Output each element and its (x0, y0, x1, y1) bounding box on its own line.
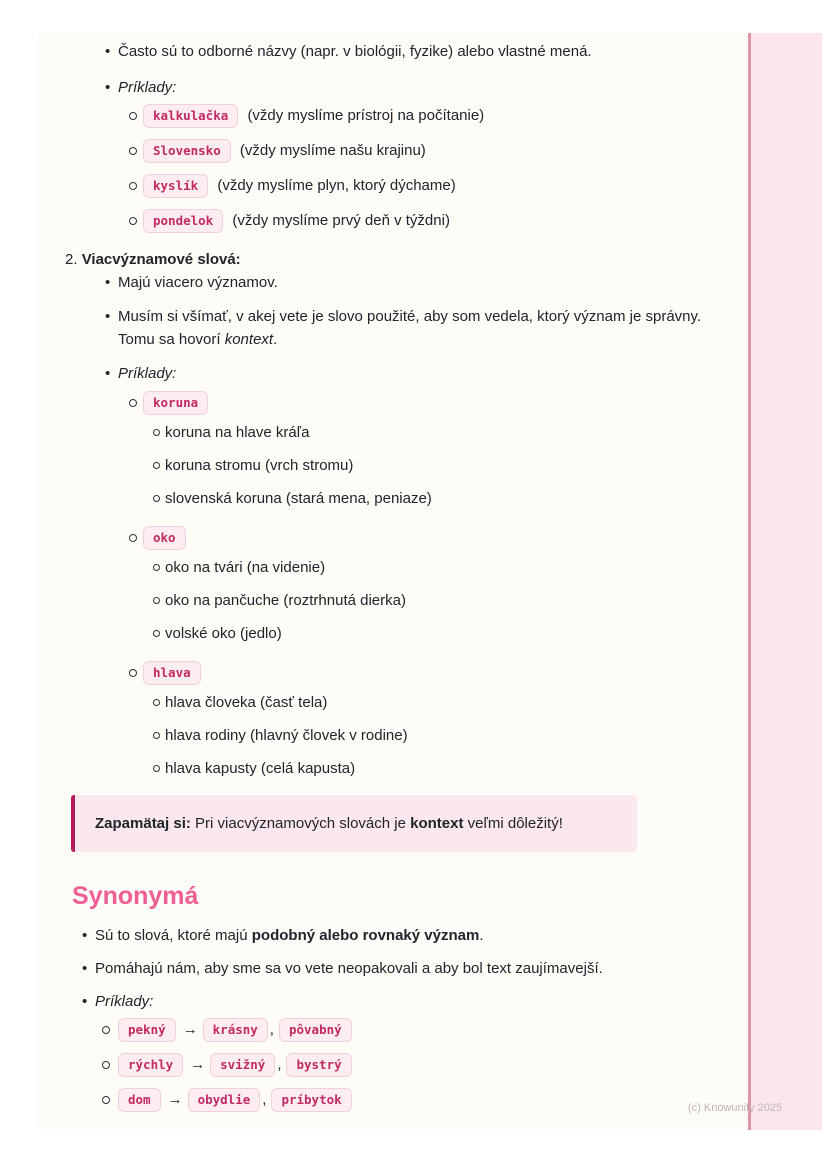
right-margin-stripe (748, 33, 822, 1130)
meaning-item: hlava kapusty (celá kapusta) (165, 757, 705, 780)
term-chip: svižný (210, 1053, 275, 1077)
meaning-item: volské oko (jedlo) (165, 622, 705, 645)
meaning-item: koruna stromu (vrch stromu) (165, 454, 705, 477)
synonyms-heading: Synonymá (72, 882, 199, 911)
synonyms-list (65, 924, 705, 1112)
term-description: (vždy myslíme prvý deň v týždni) (232, 212, 450, 230)
term-chip: pondelok (143, 209, 223, 233)
example-item (143, 104, 705, 128)
term-description: (vždy myslíme prístroj na počítanie) (247, 107, 485, 124)
section-title-viacvyznamove (65, 248, 705, 271)
bold-phrase: podobný alebo rovnaký význam (251, 927, 480, 945)
list-item: • Sú to slová, ktoré majú podobný alebo rovnaký význam. (95, 924, 705, 947)
example-item (143, 209, 705, 233)
comma-separator: , (262, 1091, 267, 1109)
page-content (65, 40, 705, 1112)
term-chip: kyslík (143, 174, 208, 198)
list-item-text: Majú viacero významov. (118, 274, 278, 292)
callout-label: Zapamätaj si: (95, 815, 191, 833)
meaning-item: oko na tvári (na videnie) (165, 556, 705, 579)
term-chip: bystrý (286, 1053, 351, 1077)
meaning-item: oko na pančuche (roztrhnutá dierka) (165, 589, 705, 612)
list-item: • Musím si všímať, v akej vete je slovo použité, aby som vedela, ktorý význam je správny. Tomu sa hovorí kontext. (118, 305, 705, 351)
synonym-row (118, 1088, 705, 1112)
term-chip: príbytok (271, 1088, 351, 1112)
comma-separator: , (277, 1056, 282, 1074)
term-chip: oko (143, 526, 186, 550)
meaning-item: slovenská koruna (stará mena, peniaze) (165, 487, 705, 510)
meanings-list (143, 421, 705, 510)
arrow-icon: → (167, 1091, 183, 1109)
list-item-text: Často sú to odborné názvy (napr. v biológii, fyzike) alebo vlastné mená. (118, 43, 592, 60)
arrow-icon: → (182, 1021, 198, 1039)
list-item-priklady (118, 76, 705, 233)
examples-list (118, 104, 705, 233)
list-item-text: Musím si všímať, v akej vete je slovo použité, aby som vedela, ktorý význam je správny. Tomu sa hovorí (118, 308, 702, 349)
synonym-pairs (95, 1018, 705, 1112)
list-item (118, 40, 705, 63)
meaning-item: koruna na hlave kráľa (165, 421, 705, 444)
term-chip: obydlie (188, 1088, 261, 1112)
comma-separator: , (269, 1021, 274, 1039)
term-chip: pôvabný (279, 1018, 352, 1042)
example-item (143, 174, 705, 198)
term-description: (vždy myslíme plyn, ktorý dýchame) (217, 177, 456, 195)
term-chip: hlava (143, 661, 201, 685)
priklady-label: Príklady: (118, 79, 177, 96)
list-item-priklady (95, 990, 705, 1112)
priklady-label: Príklady: (118, 365, 177, 383)
callout-bold-kontext: kontext (410, 815, 464, 833)
list-item (118, 271, 705, 294)
section-number: 2. (65, 251, 78, 269)
polysemous-words-list (65, 271, 705, 780)
term-group-oko (143, 526, 705, 645)
term-chip: koruna (143, 391, 208, 415)
section-title-text: Viacvýznamové slová: (81, 251, 241, 269)
arrow-icon: → (190, 1056, 206, 1074)
priklady-label: Príklady: (95, 993, 154, 1011)
term-description: (vždy myslíme našu krajinu) (239, 142, 426, 160)
term-group-koruna (143, 391, 705, 510)
term-chip: rýchly (118, 1053, 183, 1077)
meaning-item: hlava človeka (časť tela) (165, 691, 705, 714)
meaning-item: hlava rodiny (hlavný človek v rodine) (165, 724, 705, 747)
list-item-priklady (118, 362, 705, 780)
kontext-italic: kontext (224, 331, 274, 349)
monosemous-words-list (65, 40, 705, 233)
term-chip: kalkulačka (143, 104, 238, 128)
term-chip: krásny (203, 1018, 268, 1042)
meanings-list (143, 691, 705, 780)
example-item (143, 139, 705, 163)
remember-callout: Zapamätaj si: Pri viacvýznamových slovách je kontext veľmi dôležitý! (71, 795, 637, 852)
term-chip: Slovensko (143, 139, 231, 163)
meanings-list (143, 556, 705, 645)
document-page (38, 33, 822, 1130)
watermark: (c) Knowunity 2025 (688, 1102, 783, 1114)
list-item: • Pomáhajú nám, aby sme sa vo vete neopakovali a aby bol text zaujímavejší. (95, 957, 705, 980)
term-chip: pekný (118, 1018, 176, 1042)
term-groups (118, 391, 705, 780)
synonym-row (118, 1053, 705, 1077)
term-group-hlava (143, 661, 705, 780)
synonym-row (118, 1018, 705, 1042)
term-chip: dom (118, 1088, 161, 1112)
